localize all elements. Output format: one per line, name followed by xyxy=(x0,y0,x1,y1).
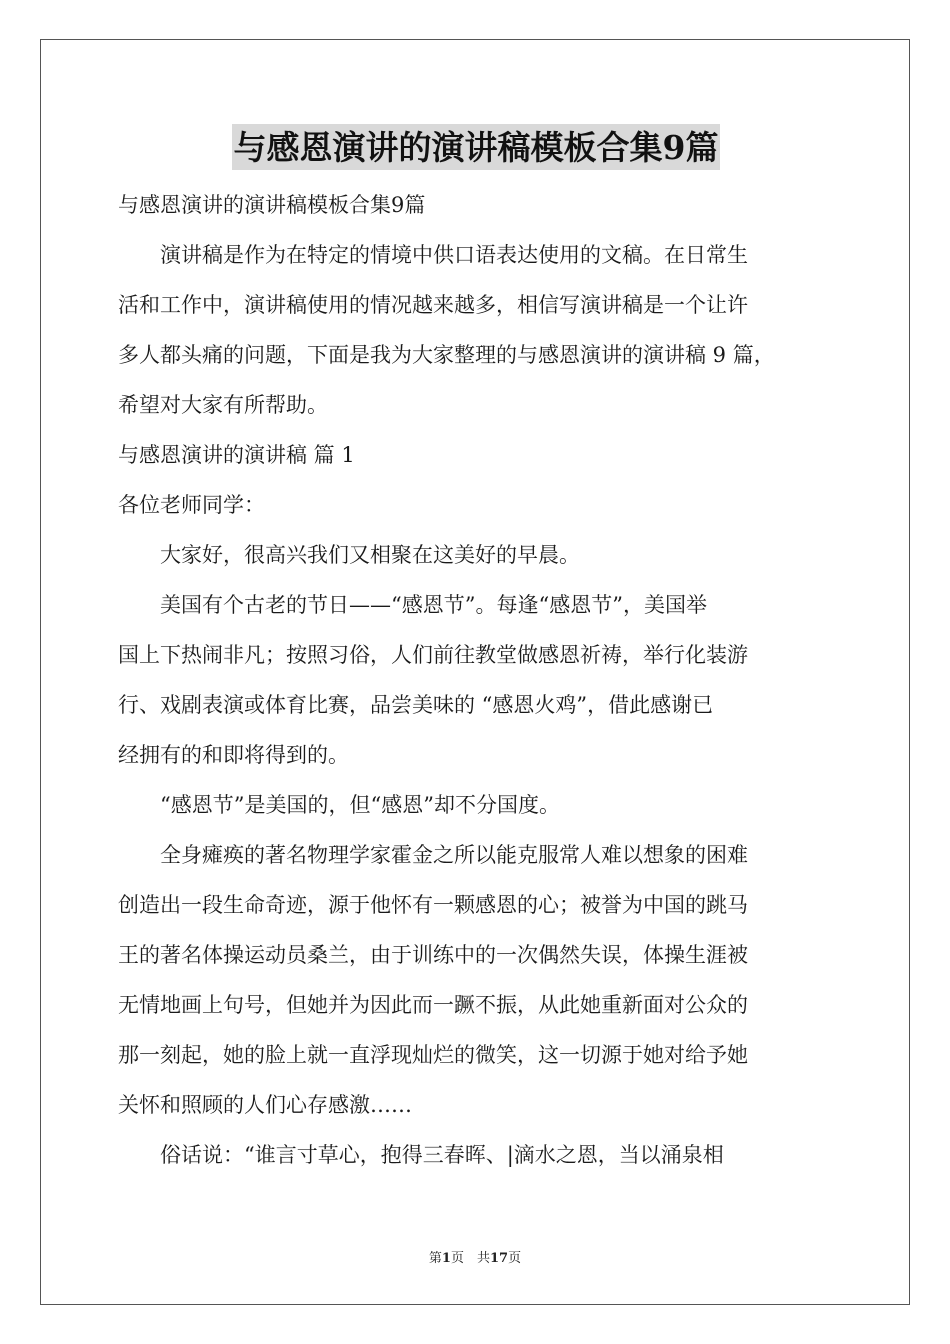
footer-page-total: 17 xyxy=(489,1251,509,1266)
subtitle: 与感恩演讲的演讲稿模板合集9篇 xyxy=(118,193,426,217)
para2-line-1: 美国有个古老的节日——“感恩节”。每逢“感恩节”，美国举 xyxy=(160,593,707,617)
para5: 俗话说：“谁言寸草心，抱得三春晖、|滴水之恩，当以涌泉相 xyxy=(160,1143,724,1167)
para4-line-6: 关怀和照顾的人们心存感激…… xyxy=(118,1093,412,1117)
para2-line-2: 国上下热闹非凡；按照习俗，人们前往教堂做感恩祈祷，举行化装游 xyxy=(118,643,748,667)
intro-line-4: 希望对大家有所帮助。 xyxy=(118,393,328,417)
para2-line-3: 行、戏剧表演或体育比赛，品尝美味的 “感恩火鸡”，借此感谢已 xyxy=(118,693,714,717)
section-heading: 与感恩演讲的演讲稿 篇 1 xyxy=(118,443,355,467)
para4-line-1: 全身瘫痪的著名物理学家霍金之所以能克服常人难以想象的困难 xyxy=(160,843,748,867)
salutation: 各位老师同学： xyxy=(118,493,265,517)
para3: “感恩节”是美国的，但“感恩”却不分国度。 xyxy=(160,793,560,817)
greeting: 大家好，很高兴我们又相聚在这美好的早晨。 xyxy=(160,543,580,567)
para4-line-4: 无情地画上句号，但她并为因此而一蹶不振，从此她重新面对公众的 xyxy=(118,993,748,1017)
intro-line-3: 多人都头痛的问题，下面是我为大家整理的与感恩演讲的演讲稿 9 篇， xyxy=(118,343,775,367)
footer-page-mid: 页 共 xyxy=(450,1251,490,1266)
para4-line-2: 创造出一段生命奇迹，源于他怀有一颗感恩的心；被誉为中国的跳马 xyxy=(118,893,748,917)
para4-line-5: 那一刻起，她的脸上就一直浮现灿烂的微笑，这一切源于她对给予她 xyxy=(118,1043,748,1067)
document-body xyxy=(118,124,834,1180)
footer-page-current: 1 xyxy=(441,1251,451,1266)
para4-line-3: 王的著名体操运动员桑兰，由于训练中的一次偶然失误，体操生涯被 xyxy=(118,943,748,967)
document-title: 与感恩演讲的演讲稿模板合集9篇 xyxy=(232,124,721,170)
intro-line-2: 活和工作中，演讲稿使用的情况越来越多，相信写演讲稿是一个让许 xyxy=(118,293,748,317)
footer-page-suffix: 页 xyxy=(508,1251,522,1266)
para2-line-4: 经拥有的和即将得到的。 xyxy=(118,743,349,767)
intro-line-1: 演讲稿是作为在特定的情境中供口语表达使用的文稿。在日常生 xyxy=(160,243,748,267)
title-row xyxy=(118,124,834,176)
page-footer xyxy=(0,1247,950,1266)
footer-page-prefix: 第 xyxy=(428,1251,442,1266)
